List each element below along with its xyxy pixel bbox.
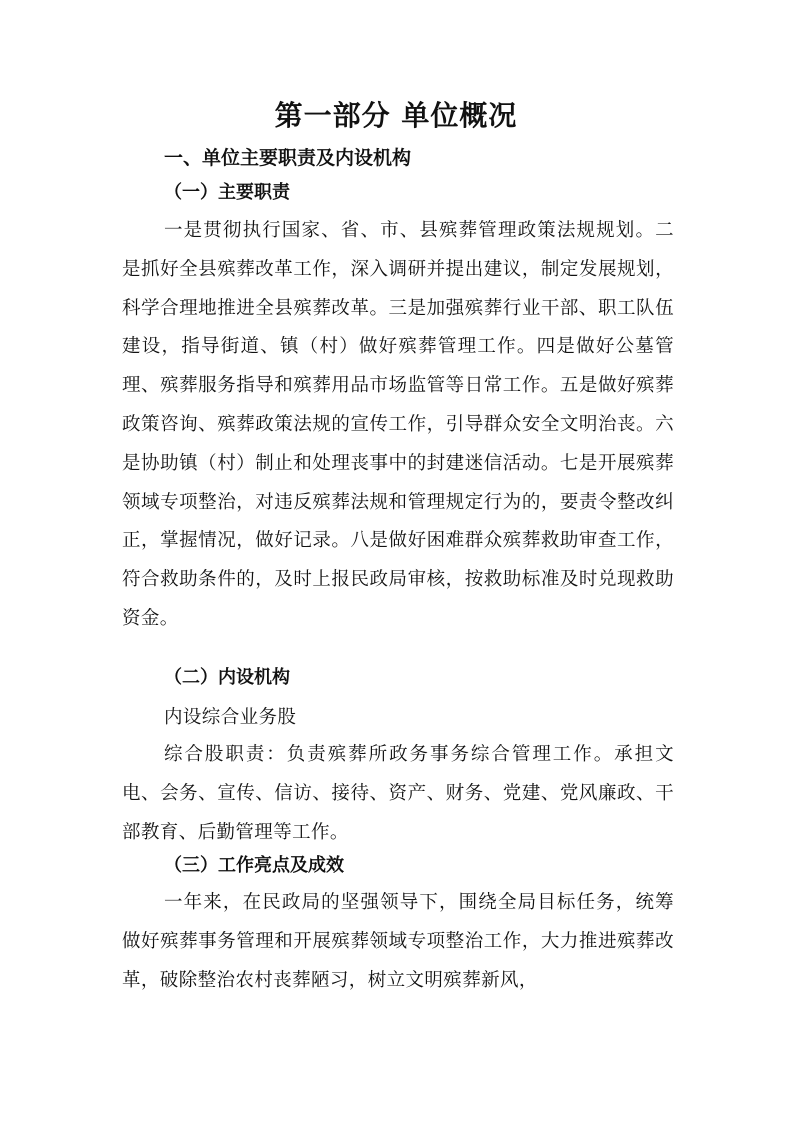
highlights-paragraph: 一年来，在民政局的坚强领导下，围绕全局目标任务，统筹做好殡葬事务管理和开展殡葬领域专项整治工作，大力推进殡葬改革，破除整治农村丧葬陋习，树立文明殡葬新风， — [122, 892, 674, 991]
section-heading: 一、单位主要职责及内设机构 — [164, 147, 412, 169]
subsection-heading-duties: （一）主要职责 — [164, 182, 290, 203]
unit-duties-paragraph: 综合股职责：负责殡葬所政务事务综合管理工作。承担文电、会务、宣传、信访、接待、资产、财务、党建、党风廉政、干部教育、后勤管理等工作。 — [122, 744, 674, 843]
page-title: 第一部分 单位概况 — [274, 99, 518, 132]
internal-unit-name: 内设综合业务股 — [164, 707, 297, 728]
duties-paragraph: 一是贯彻执行国家、省、市、县殡葬管理政策法规规划。二是抓好全县殡葬改革工作，深入调研并提出建议，制定发展规划，科学合理地推进全县殡葬改革。三是加强殡葬行业干部、职工队伍建设，指导街道、镇（村）做好殡葬管理工作。四是做好公墓管理、殡葬服务指导和殡葬用品市场监管等日常工作。五是做好殡葬政策咨询、殡葬政策法规的宣传工作，引导群众安全文明治丧。六是协助镇（村）制止和处理丧事中的封建迷信活动。七是开展殡葬领域专项整治，对违反殡葬法规和管理规定行为的，要责令整改纠正，掌握情况，做好记录。八是做好困难群众殡葬救助审查工作，符合救助条件的，及时上报民政局审核，按救助标准及时兑现救助资金。 — [122, 220, 674, 629]
subsection-heading-internal-structure: （二）内设机构 — [164, 667, 290, 688]
subsection-heading-highlights: （三）工作亮点及成效 — [164, 855, 344, 876]
